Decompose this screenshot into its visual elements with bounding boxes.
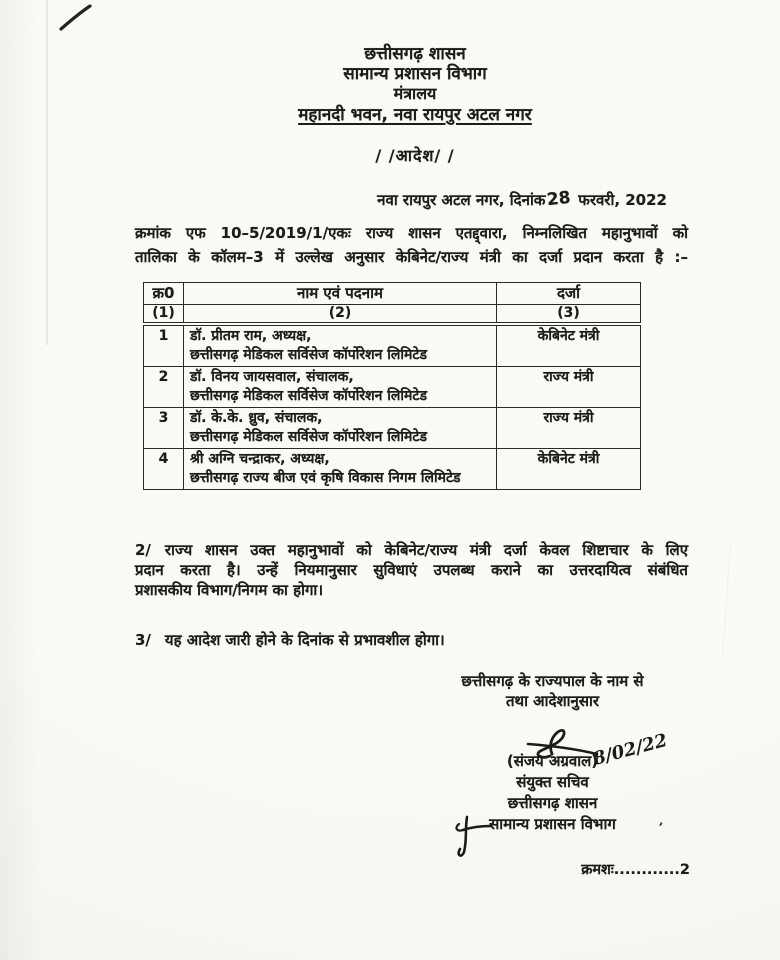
cell-name-designation — [184, 408, 497, 449]
table-row — [144, 408, 641, 449]
table-row — [144, 324, 641, 367]
header-cell-rank: दर्जा — [497, 283, 641, 305]
cell-name-designation — [184, 449, 497, 490]
signatory-department-2: सामान्य प्रशासन विभाग — [489, 815, 616, 833]
government-name: छत्तीसगढ़ शासन — [364, 44, 466, 64]
colnum-2: (2) — [184, 305, 497, 325]
para2-number: 2/ — [135, 541, 151, 559]
table-row — [144, 449, 641, 490]
para1-line-1: क्रमांक एफ 10–5/2019/1/एकः राज्य शासन एतद्द्वारा, निम्नलिखित महानुभावों को — [135, 224, 688, 242]
para2-line-1 — [135, 540, 688, 560]
person-name: श्री अग्नि चन्द्राकर, अध्यक्ष, — [190, 451, 330, 467]
date-line — [377, 187, 667, 211]
person-organization: छत्तीसगढ़ राज्य बीज एवं कृषि विकास निगम लिमिटेड — [190, 470, 461, 486]
order-title: / /आदेश/ / — [375, 146, 455, 165]
continuation-footer: क्रमशः............2 — [581, 862, 690, 878]
colnum-1: (1) — [144, 305, 184, 325]
ranks-table — [143, 282, 641, 490]
table-header-row — [144, 283, 641, 305]
ministry-name: मंत्रालय — [393, 84, 437, 103]
ranks-table-wrap — [143, 282, 641, 490]
cell-sno: 2 — [144, 367, 184, 408]
handwritten-day: 28 — [546, 187, 572, 211]
paper-crease — [722, 545, 731, 655]
signatory-designation: संयुक्त सचिव — [516, 773, 589, 791]
signatory-name: (संजय अग्रवाल) — [506, 752, 599, 770]
handwritten-date: 8/02/22 — [590, 729, 670, 770]
cell-rank: राज्य मंत्री — [497, 408, 641, 449]
person-organization: छत्तीसगढ़ मेडिकल सर्विसेज कॉर्पोरेशन लिमिटेड — [190, 347, 427, 363]
scan-edge-line — [46, 0, 48, 345]
para2-text-1: राज्य शासन उक्त महानुभावों को केबिनेट/राज्य मंत्री दर्जा केवल शिष्टाचार के लिए — [164, 541, 688, 559]
address-line: महानदी भवन, नवा रायपुर अटल नगर — [298, 105, 532, 125]
order-number-paragraph — [135, 221, 688, 269]
table-row — [144, 367, 641, 408]
signatory-department-1: छत्तीसगढ़ शासन — [507, 794, 598, 812]
person-organization: छत्तीसगढ़ मेडिकल सर्विसेज कॉर्पोरेशन लिमिटेड — [190, 388, 427, 404]
para2-line-2: प्रदान करता है। उन्हें नियमानुसार सुविधाएं उपलब्ध कराने का उत्तरदायित्व संबंधित — [135, 561, 688, 579]
cell-rank: केबिनेट मंत्री — [497, 449, 641, 490]
ink-speck: ’ — [656, 819, 665, 835]
header-cell-name: नाम एवं पदनाम — [184, 283, 497, 305]
date-suffix: फरवरी, 2022 — [578, 191, 667, 209]
para1-line-2: तालिका के कॉलम–3 में उल्लेख अनुसार केबिनेट/राज्य मंत्री का दर्जा प्रदान करता है :– — [135, 248, 688, 266]
signature-authority-line-2: तथा आदेशानुसार — [505, 692, 600, 710]
column-number-row — [144, 305, 641, 325]
cell-rank: केबिनेट मंत्री — [497, 324, 641, 367]
person-name: डॉ. प्रीतम राम, अध्यक्ष, — [190, 328, 312, 344]
cell-sno: 1 — [144, 324, 184, 367]
person-name: डॉ. विनय जायसवाल, संचालक, — [190, 369, 354, 385]
person-organization: छत्तीसगढ़ मेडिकल सर्विसेज कॉर्पोरेशन लिमिटेड — [190, 429, 427, 445]
department-name: सामान्य प्रशासन विभाग — [343, 64, 487, 84]
para3-number: 3/ — [135, 631, 151, 649]
handwritten-signature — [500, 723, 680, 781]
paragraph-2 — [135, 540, 688, 600]
colnum-3: (3) — [497, 305, 641, 325]
signature-authority-line-1: छत्तीसगढ़ के राज्यपाल के नाम से — [461, 672, 644, 690]
pen-slash-mark — [56, 2, 96, 34]
person-name: डॉ. के.के. ध्रुव, संचालक, — [190, 410, 323, 426]
cell-sno: 3 — [144, 408, 184, 449]
signature-scribble-mark — [447, 815, 493, 859]
cell-name-designation — [184, 367, 497, 408]
date-prefix: नवा रायपुर अटल नगर, दिनांक — [377, 191, 546, 209]
letterhead — [50, 44, 780, 166]
cell-name-designation — [184, 324, 497, 367]
para2-line-3: प्रशासकीय विभाग/निगम का होगा। — [135, 581, 324, 599]
cell-rank: राज्य मंत्री — [497, 367, 641, 408]
header-cell-sno: क्र0 — [144, 283, 184, 305]
cell-sno: 4 — [144, 449, 184, 490]
para3-text: यह आदेश जारी होने के दिनांक से प्रभावशील होगा। — [164, 631, 445, 649]
paragraph-3 — [135, 630, 688, 650]
